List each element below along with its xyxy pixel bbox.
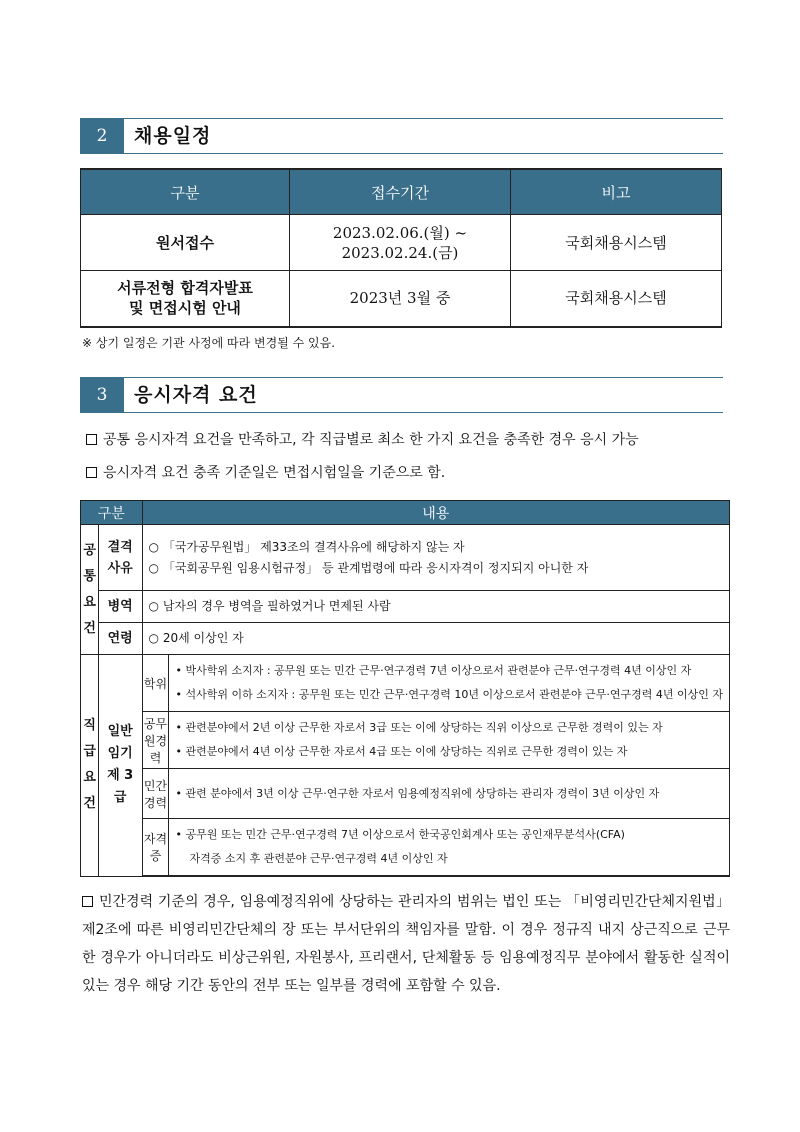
- row-label: 연령: [98, 623, 142, 655]
- table-cell: 원서접수: [81, 215, 290, 271]
- cell-line: • 석사학위 이하 소지자 : 공무원 또는 민간 근무·연구경력 10년 이상으로서 관련분야 근무·연구경력 4년 이상인 자: [175, 688, 723, 701]
- column-header: 내용: [142, 501, 729, 525]
- cell-line: ○ 「국가공무원법」 제33조의 결격사유에 해당하지 않는 자: [148, 539, 465, 554]
- label-text: 결격 사유: [107, 539, 133, 576]
- bullet-item: [86, 429, 639, 449]
- table-row: [81, 819, 730, 877]
- common-requirements-label: [81, 525, 99, 655]
- cell-line: • 박사학위 소지자 : 공무원 또는 민간 근무·연구경력 7년 이상으로서 관련분야 근무·연구경력 4년 이상인 자: [175, 664, 692, 677]
- table-header-row: [81, 501, 730, 525]
- cell-line: 및 면접시험 안내: [129, 299, 241, 318]
- category-cell: 민간경력: [142, 769, 169, 819]
- cell-line: ○ 「국회공무원 임용시험규정」 등 관계법령에 따라 응시자격이 정지되지 아니한 자: [148, 560, 589, 575]
- cell-line: 서류전형 합격자발표: [117, 279, 253, 298]
- cell-line: • 관련분야에서 2년 이상 근무한 자로서 3급 또는 이에 상당하는 직위 이상으로 근무한 경력이 있는 자: [175, 721, 663, 734]
- vertical-label: 직 급 요 건: [83, 718, 96, 812]
- qualification-table: [80, 500, 730, 877]
- table-cell: 2023년 3월 중: [290, 271, 511, 327]
- table-cell: ○ 남자의 경우 병역을 필하였거나 면제된 사람: [142, 591, 729, 623]
- schedule-footnote: ※ 상기 일정은 기관 사정에 따라 변경될 수 있음.: [82, 336, 336, 350]
- bullet-text: 공통 응시자격 요건을 만족하고, 각 직급별로 최소 한 가지 요건을 충족한 경우 응시 가능: [103, 432, 639, 448]
- table-cell: [169, 712, 730, 769]
- section-title: 응시자격 요건: [134, 384, 258, 406]
- table-cell: 국회채용시스템: [511, 271, 722, 327]
- section-number: 2: [80, 118, 124, 154]
- section-number: 3: [80, 377, 124, 413]
- bullet-item: [86, 462, 445, 482]
- table-cell: 국회채용시스템: [511, 215, 722, 271]
- table-row: [81, 655, 730, 712]
- table-cell: ○ 20세 이상인 자: [142, 623, 729, 655]
- cell-line: 자격증 소지 후 관련분야 근무·연구경력 4년 이상인 자: [189, 852, 448, 865]
- cell-line: • 공무원 또는 민간 근무·연구경력 7년 이상으로서 한국공인회계사 또는 공인재무분석사(CFA): [175, 828, 625, 841]
- table-cell: [169, 655, 730, 712]
- paragraph-text: 민간경력 기준의 경우, 임용예정직위에 상당하는 관리자의 범위는 법인 또는 「비영리민간단체지원법」 제2조에 따른 비영리민간단체의 장 또는 부서단위의 책임자를 말함. 이 경우 정규직 내지 상근직으로 근무한 경우가 아니더라도 비상근위원, 자원봉사, 프리랜서, 단체활동 등 임용예정직무 분야에서 활동한 실적이 있는 경우 해당 기간 동안의 전부 또는 일부를 경력에 포함할 수 있음.: [82, 894, 730, 994]
- cell-line: • 관련 분야에서 3년 이상 근무·연구한 자로서 임용예정직위에 상당하는 관리자 경력이 3년 이상인 자: [175, 786, 660, 800]
- table-cell: [169, 769, 730, 819]
- cell-line: 2023.02.24.(금): [341, 243, 459, 262]
- column-header: 구분: [81, 169, 290, 215]
- vertical-label: 공 통 요 건: [83, 542, 96, 636]
- column-header: 구분: [81, 501, 143, 525]
- section-title: 채용일정: [134, 125, 212, 147]
- table-row: [81, 769, 730, 819]
- category-cell: 자격증: [142, 819, 169, 877]
- cell-line: 2023.02.06.(월) ~: [332, 223, 468, 242]
- section-2-header: [80, 118, 723, 154]
- cell-line: • 관련분야에서 4년 이상 근무한 자로서 4급 또는 이에 상당하는 직위로 근무한 경력이 있는 자: [175, 745, 628, 758]
- checkbox-square-icon: [86, 467, 97, 478]
- table-row: [81, 623, 730, 655]
- table-cell: [81, 271, 290, 327]
- table-cell: [169, 819, 730, 877]
- table-row: [81, 271, 722, 327]
- grade-requirements-label: [81, 655, 99, 877]
- bullet-text: 응시자격 요건 충족 기준일은 면접시험일을 기준으로 함.: [103, 465, 446, 481]
- category-cell: 학위: [142, 655, 169, 712]
- table-row: [81, 591, 730, 623]
- checkbox-square-icon: [82, 896, 93, 907]
- row-label: [98, 525, 142, 591]
- row-label: 병역: [98, 591, 142, 623]
- note-paragraph: [82, 888, 730, 1000]
- table-row: [81, 712, 730, 769]
- column-header: 비고: [511, 169, 722, 215]
- schedule-table: [80, 168, 722, 328]
- grade-label: [98, 655, 142, 877]
- column-header: 접수기간: [290, 169, 511, 215]
- table-row: [81, 215, 722, 271]
- table-cell: [142, 525, 729, 591]
- checkbox-square-icon: [86, 434, 97, 445]
- table-cell: [290, 215, 511, 271]
- section-3-header: [80, 377, 723, 413]
- table-row: [81, 525, 730, 591]
- label-text: 일반 임기제 3급: [107, 724, 134, 806]
- table-header-row: [81, 169, 722, 215]
- category-cell: 공무원경력: [142, 712, 169, 769]
